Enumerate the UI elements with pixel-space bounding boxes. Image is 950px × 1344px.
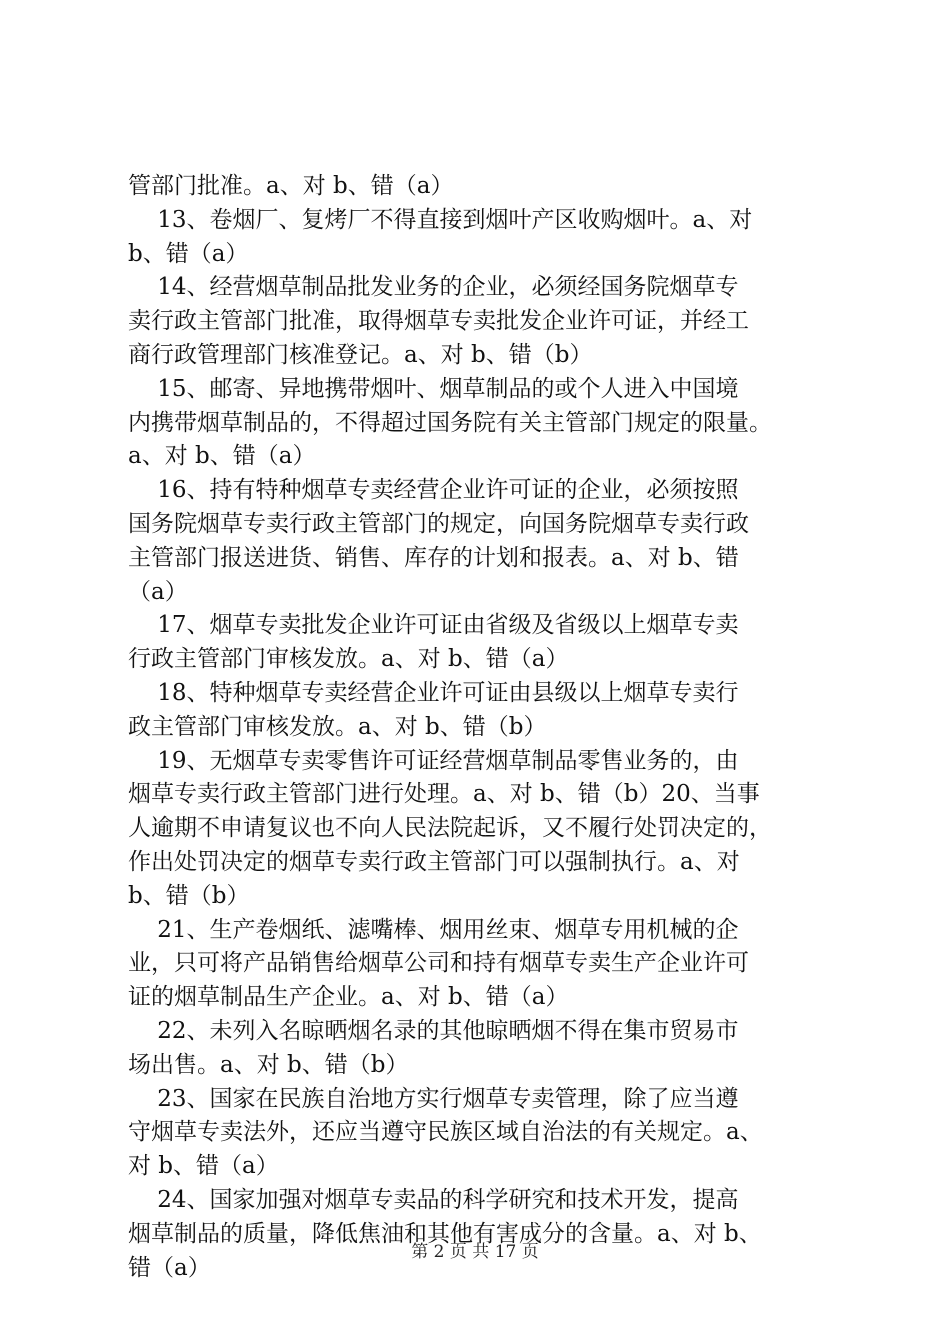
text-line: 14、经营烟草制品批发业务的企业，必须经国务院烟草专 — [128, 274, 739, 301]
text-line: 政主管部门审核发放。a、对 b、错（b） — [128, 713, 547, 740]
text-line: 作出处罚决定的烟草专卖行政主管部门可以强制执行。a、对 — [128, 848, 740, 875]
document-body — [128, 170, 832, 1285]
text-line: 18、特种烟草专卖经营企业许可证由县级以上烟草专卖行 — [128, 679, 739, 706]
text-line: b、错（b） — [128, 882, 250, 909]
text-line: 19、无烟草专卖零售许可证经营烟草制品零售业务的，由 — [128, 747, 739, 774]
text-line: 17、烟草专卖批发企业许可证由省级及省级以上烟草专卖 — [128, 612, 739, 639]
text-line: 场出售。a、对 b、错（b） — [128, 1051, 409, 1078]
text-line: 内携带烟草制品的，不得超过国务院有关主管部门规定的限量。 — [128, 409, 772, 436]
text-line: 错（a） — [128, 1254, 211, 1281]
text-line: （a） — [128, 578, 188, 605]
text-line: 23、国家在民族自治地方实行烟草专卖管理，除了应当遵 — [128, 1085, 739, 1112]
text-line: 22、未列入名晾晒烟名录的其他晾晒烟不得在集市贸易市 — [128, 1017, 739, 1044]
page-footer — [0, 1240, 950, 1264]
text-line: 守烟草专卖法外，还应当遵守民族区域自治法的有关规定。a、 — [128, 1119, 763, 1146]
text-line: 业，只可将产品销售给烟草公司和持有烟草专卖生产企业许可 — [128, 950, 749, 977]
text-line: 24、国家加强对烟草专卖品的科学研究和技术开发，提高 — [128, 1186, 739, 1213]
text-line: 卖行政主管部门批准，取得烟草专卖批发企业许可证，并经工 — [128, 308, 749, 335]
text-line: b、错（a） — [128, 240, 249, 267]
text-line: 国务院烟草专卖行政主管部门的规定，向国务院烟草专卖行政 — [128, 510, 749, 537]
text-line: 16、持有特种烟草专卖经营企业许可证的企业，必须按照 — [128, 477, 739, 504]
text-line: 烟草专卖行政主管部门进行处理。a、对 b、错（b）20、当事 — [128, 781, 760, 808]
text-line: 商行政管理部门核准登记。a、对 b、错（b） — [128, 341, 593, 368]
text-line: 行政主管部门审核发放。a、对 b、错（a） — [128, 646, 569, 673]
text-line: a、对 b、错（a） — [128, 443, 316, 470]
text-line: 人逾期不申请复议也不向人民法院起诉，又不履行处罚决定的， — [128, 815, 772, 842]
text-line: 管部门批准。a、对 b、错（a） — [128, 173, 454, 199]
text-line: 烟草制品的质量，降低焦油和其他有害成分的含量。a、对 b、 — [128, 1220, 762, 1247]
page-number-label: 第 2 页 共 17 页 — [411, 1242, 539, 1262]
text-line: 主管部门报送进货、销售、库存的计划和报表。a、对 b、错 — [128, 544, 739, 571]
text-line: 对 b、错（a） — [128, 1153, 279, 1180]
text-line: 13、卷烟厂、复烤厂不得直接到烟叶产区收购烟叶。a、对 — [128, 206, 753, 233]
text-line: 15、邮寄、异地携带烟叶、烟草制品的或个人进入中国境 — [128, 375, 739, 402]
text-line: 21、生产卷烟纸、滤嘴棒、烟用丝束、烟草专用机械的企 — [128, 916, 739, 943]
text-line: 证的烟草制品生产企业。a、对 b、错（a） — [128, 984, 569, 1011]
